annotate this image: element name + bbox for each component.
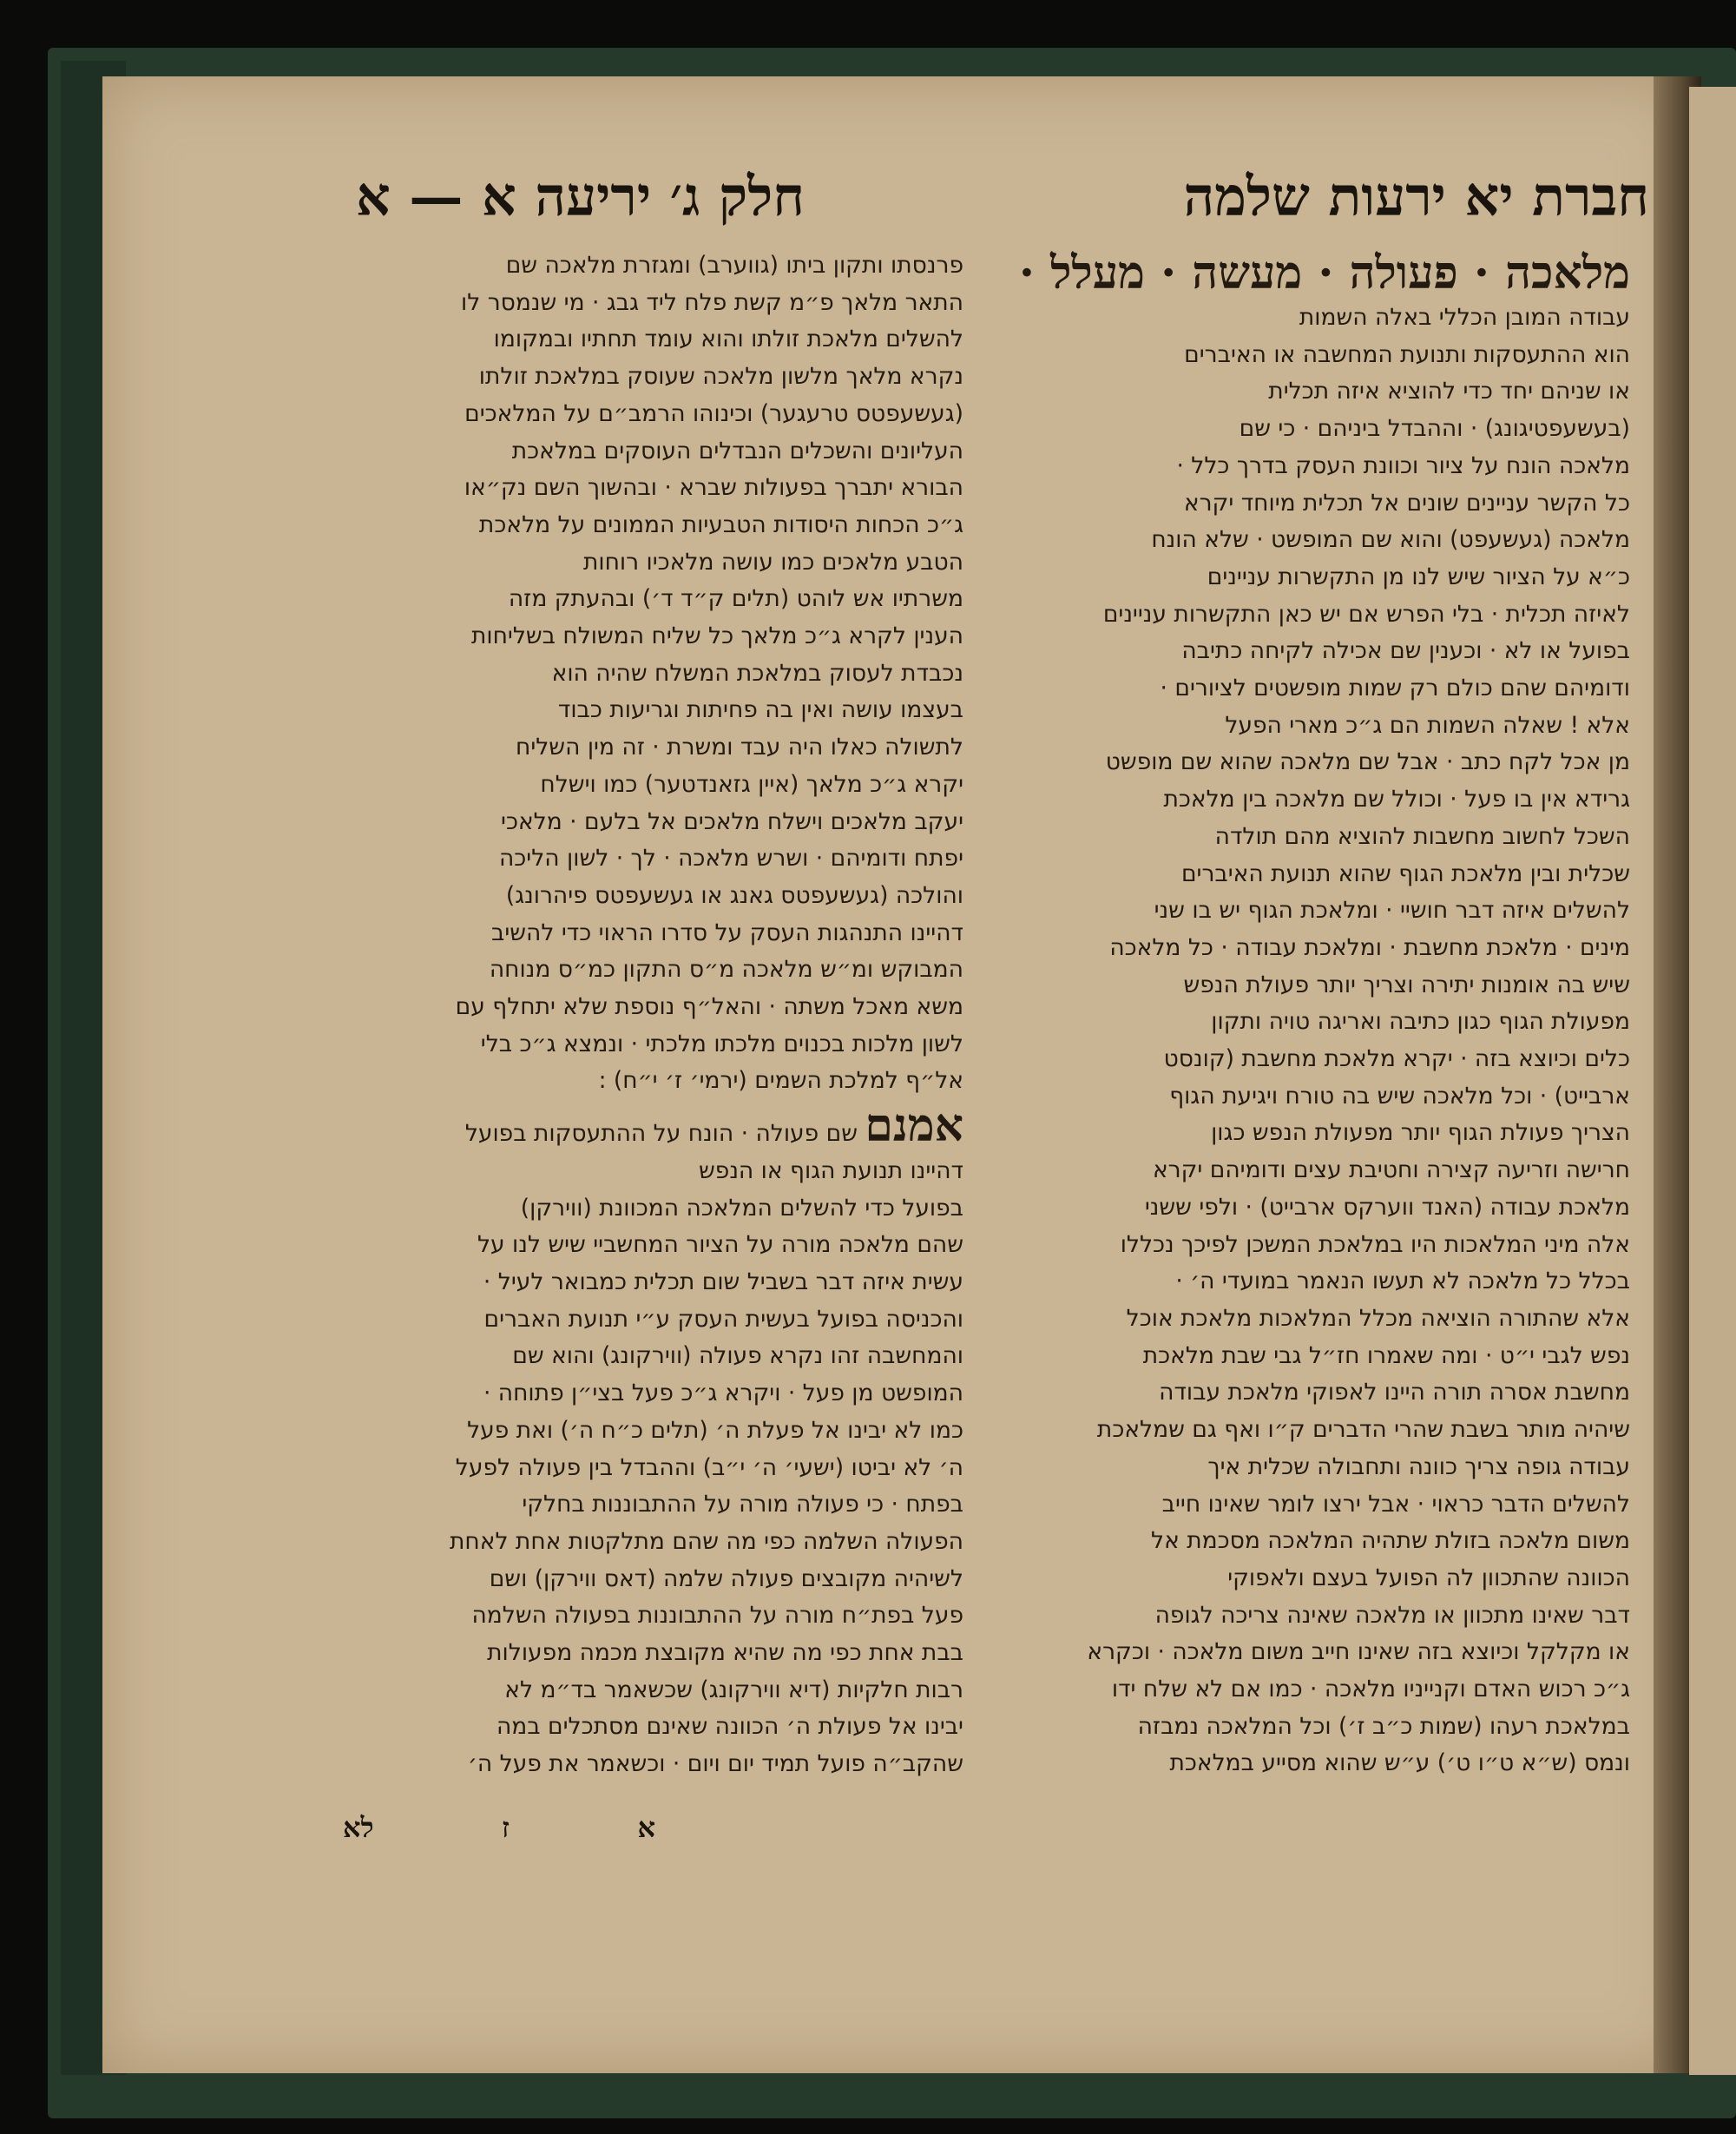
text-line: ודומיהם שהם כולם רק שמות מופשטים לציורים · (1160, 675, 1630, 702)
left-column (330, 247, 963, 1783)
left-column-body-2 (330, 1153, 963, 1783)
text-line: מחשבת אסרה תורה היינו לאפוקי מלאכת עבודה (1159, 1379, 1630, 1406)
text-line: משום מלאכה בזולת שתהיה המלאכה מסכמת אל (1151, 1527, 1630, 1555)
text-line: המופשט מן פעל · ויקרא ג״כ פעל בצי״ן פתוחה · (483, 1380, 963, 1407)
page-footer (343, 1810, 655, 1845)
text-line: להשלים איזה דבר חושיי · ומלאכת הגוף יש בו שני (1154, 897, 1630, 925)
text-line: רבות חלקיות (דיא ווירקונג) שכשאמר בד״מ לא (504, 1676, 963, 1703)
entry-heading: מלאכה · פעולה · מעשה · מעלל · (1018, 247, 1630, 300)
text-line: אלא שהתורה הוציאה מכלל המלאכות מלאכת אוכל (1126, 1304, 1630, 1332)
text-line: מלאכה הונח על ציור וכוונת העסק בדרך כלל · (1176, 451, 1630, 479)
text-line: לשיהיה מקובצים פעולה שלמה (דאס ווירקן) ושם (489, 1564, 963, 1592)
left-column-body (330, 247, 963, 1100)
text-line: השכל לחשוב מחשבות להוציא מהם תולדה (1214, 822, 1630, 850)
text-line: להשלים הדבר כראוי · אבל ירצו לומר שאינו חייב (1161, 1490, 1630, 1518)
text-line: להשלים מלאכת זולתו והוא עומד תחתיו ובמקומו (493, 326, 963, 353)
text-line: הענין לקרא ג״כ מלאך כל שליח המשולח בשליחות (470, 622, 963, 650)
text-line: שהם מלאכה מורה על הציור המחשביי שיש לנו על (477, 1231, 963, 1259)
text-line: בבת אחת כפי מה שהיא מקובצת מכמה מפעולות (487, 1639, 963, 1667)
text-line: אלה מיני המלאכות היו במלאכת המשכן לפיכך נכללו (1120, 1230, 1630, 1258)
text-line: כל הקשר עניינים שונים אל תכלית מיוחד יקרא (1183, 489, 1630, 517)
text-line: הצריך פעולת הגוף יותר מפעולת הנפש כגון (1211, 1119, 1630, 1147)
text-line: כ״א על הציור שיש לנו מן התקשרות עניינים (1207, 563, 1630, 590)
text-line: שיהיה מותר בשבת שהרי הדברים ק״ו ואף גם שמלאכת (1096, 1416, 1630, 1444)
text-line: חרישה וזריעה קצירה וחטיבת עצים ודומיהם יקרא (1152, 1156, 1630, 1184)
text-line: ג״כ רכוש האדם וקנייניו מלאכה · כמו אם לא שלח ידו (1111, 1676, 1630, 1703)
text-line: גרידא אין בו פעל · וכולל שם מלאכה בין מלאכת (1163, 786, 1630, 813)
catchword: לא (343, 1811, 374, 1844)
text-line: עשית איזה דבר בשביל שום תכלית כמבואר לעיל · (483, 1268, 963, 1295)
text-line: יקרא ג״כ מלאך (איין גזאנדטער) כמו וישלח (540, 770, 963, 798)
text-line: עבודה גופה צריך כוונה ותחבולה שכלית איך (1207, 1452, 1630, 1480)
text-line: או מקלקל וכיוצא בזה שאינו חייב משום מלאכה · וכקרא (1087, 1638, 1630, 1666)
text-line: והכניסה בפועל בעשית העסק ע״י תנועת האברים (483, 1305, 963, 1333)
text-line: משא מאכל משתה · והאל״ף נוספת שלא יתחלף עם (455, 993, 963, 1021)
second-entry-line (330, 1100, 963, 1153)
text-line: משרתיו אש לוהט (תלים ק״ד ד׳) ובהעתק מזה (508, 585, 963, 613)
text-line: הוא ההתעסקות ותנועת המחשבה או האיברים (1184, 340, 1630, 368)
text-line: בעצמו עושה ואין בה פחיתות וגריעות כבוד (557, 696, 963, 724)
header-right-title: חברת יא ירעות שלמה (1183, 165, 1649, 228)
text-line: שהקב״ה פועל תמיד יום ויום · וכשאמר את פעל ה׳ (467, 1750, 963, 1778)
text-line: הטבע מלאכים כמו עושה מלאכיו רוחות (582, 548, 963, 576)
text-line: שכלית ובין מלאכת הגוף שהוא תנועת האיברים (1180, 860, 1630, 887)
text-line: פרנסתו ותקון ביתו (גווערב) ומגזרת מלאכה שם (505, 252, 963, 279)
footer-mark: ז (502, 1811, 510, 1844)
text-line: נקרא מלאך מלשון מלאכה שעוסק במלאכת זולתו (478, 363, 963, 391)
text-line: התאר מלאך פ״מ קשת פלח ליד גבג · מי שנמסר לו (461, 288, 963, 316)
text-line: ג״כ הכחות היסודות הטבעיות הממונים על מלאכת (478, 510, 963, 538)
text-line: עבודה המובן הכללי באלה השמות (1299, 304, 1630, 331)
text-line: הפעולה השלמה כפי מה שהם מתלקטות אחת לאחת (450, 1527, 963, 1555)
text-line: לתשולה כאלו היה עבד ומשרת · זה מין השליח (516, 734, 963, 761)
text-line: (געשעפטס טרעגער) וכינוהו הרמב״ם על המלאכים (464, 399, 963, 427)
text-line: והמחשבה זהו נקרא פעולה (ווירקונג) והוא שם (512, 1342, 963, 1370)
text-line: דבר שאינו מתכוון או מלאכה שאינה צריכה לגופה (1154, 1601, 1630, 1629)
text-line: מינים · מלאכת מחשבת · ומלאכת עבודה · כל מלאכה (1109, 933, 1630, 961)
text-line: אל״ף למלכת השמים (ירמי׳ ז׳ י״ח) : (598, 1067, 963, 1095)
header-left-title: חלק ג׳ יריעה א — א (356, 165, 805, 228)
text-line: מלאכה (געשעפט) והוא שם המופשט · שלא הונח (1151, 526, 1630, 554)
text-line: לשון מלכות בכנוים מלכתו מלכתי · ונמצא ג״כ בלי (480, 1030, 963, 1057)
text-line: יעקב מלאכים וישלח מלאכים אל בלעם · מלאכי (501, 807, 963, 835)
text-line: יפתח ודומיהם · ושרש מלאכה · לך · לשון הליכה (498, 845, 963, 873)
right-column (1005, 247, 1630, 1782)
text-line: (בעשעפטיגונג) · וההבדל ביניהם · כי שם (1239, 415, 1630, 443)
text-line: אלא ! שאלה השמות הם ג״כ מארי הפעל (1225, 711, 1630, 739)
text-line: מפעולת הגוף כגון כתיבה ואריגה טויה ותקון (1211, 1008, 1630, 1036)
running-header (156, 156, 1649, 252)
text-line: בפתח · כי פעולה מורה על ההתבוננות בחלקי (522, 1491, 963, 1518)
text-line: נפש לגבי י״ט · ומה שאמרו חז״ל גבי שבת מלאכת (1142, 1341, 1630, 1369)
text-line: לאיזה תכלית · בלי הפרש אם יש כאן התקשרות עניינים (1102, 600, 1630, 628)
text-line: נכבדת לעסוק במלאכת המשלח שהיה הוא (551, 659, 963, 687)
text-line: פעל בפת״ח מורה על ההתבוננות בפעולה השלמה (471, 1602, 963, 1630)
text-line: והולכה (געשעפטס גאנג או געשעפטס פיהרונג) (505, 881, 963, 909)
text-line: כמו לא יבינו אל פעלת ה׳ (תלים כ״ח ה׳) ואת פעל (467, 1416, 963, 1444)
text-line: העליונים והשכלים הנבדלים העוסקים במלאכת (511, 437, 963, 464)
text-line: כלים וכיוצא בזה · יקרא מלאכת מחשבת (קונסט (1163, 1045, 1630, 1073)
text-line: שיש בה אומנות יתירה וצריך יותר פעולת הנפש (1183, 971, 1630, 998)
text-line: או שניהם יחד כדי להוציא איזה תכלית (1268, 378, 1630, 405)
text-line: ארבייט) · וכל מלאכה שיש בה טורח ויגיעת הגוף (1169, 1082, 1630, 1110)
text-line: בפועל כדי להשלים המלאכה המכוונת (ווירקן) (520, 1194, 963, 1222)
second-entry-heading: אמנם (865, 1100, 963, 1153)
text-line: בכלל כל מלאכה לא תעשו הנאמר במועדי ה׳ · (1175, 1268, 1630, 1295)
text-line: יבינו אל פעולת ה׳ הכוונה שאינם מסתכלים במה (496, 1713, 963, 1741)
text-line: המבוקש ומ״ש מלאכה מ״ס התקון כמ״ס מנוחה (489, 956, 963, 984)
text-line: במלאכת רעהו (שמות כ״ב ז׳) וכל המלאכה נמבזה (1137, 1712, 1630, 1740)
text-line: בפועל או לא · וכענין שם אכילה לקיחה כתיבה (1181, 637, 1630, 665)
facing-page-edge (1689, 87, 1736, 2075)
text-line: הכוונה שהתכוון לה הפועל בעצם ולאפוקי (1227, 1564, 1630, 1591)
text-line: דהיינו התנהגות העסק על סדרו הראוי כדי להשיב (491, 919, 963, 946)
text-line: מן אכל לקח כתב · אבל שם מלאכה שהוא שם מופשט (1105, 748, 1630, 776)
signature-mark: א (637, 1811, 655, 1844)
text-line: ה׳ לא יביטו (ישעי׳ ה׳ י״ב) וההבדל בין פעולה לפעל (455, 1453, 963, 1481)
text-line: דהיינו תנועת הגוף או הנפש (699, 1156, 963, 1184)
text-line: ונמס (ש״א ט״ו ט׳) ע״ש שהוא מסייע במלאכת (1169, 1749, 1630, 1777)
text-line: הבורא יתברך בפעולות שברא · ובהשוך השם נק״או (464, 474, 963, 502)
second-entry-heading-rest: שם פעולה · הונח על ההתעסקות בפועל (464, 1120, 858, 1148)
text-line: מלאכת עבודה (האנד ווערקס ארבייט) · ולפי ששני (1144, 1193, 1630, 1221)
right-column-body (1005, 300, 1630, 1782)
